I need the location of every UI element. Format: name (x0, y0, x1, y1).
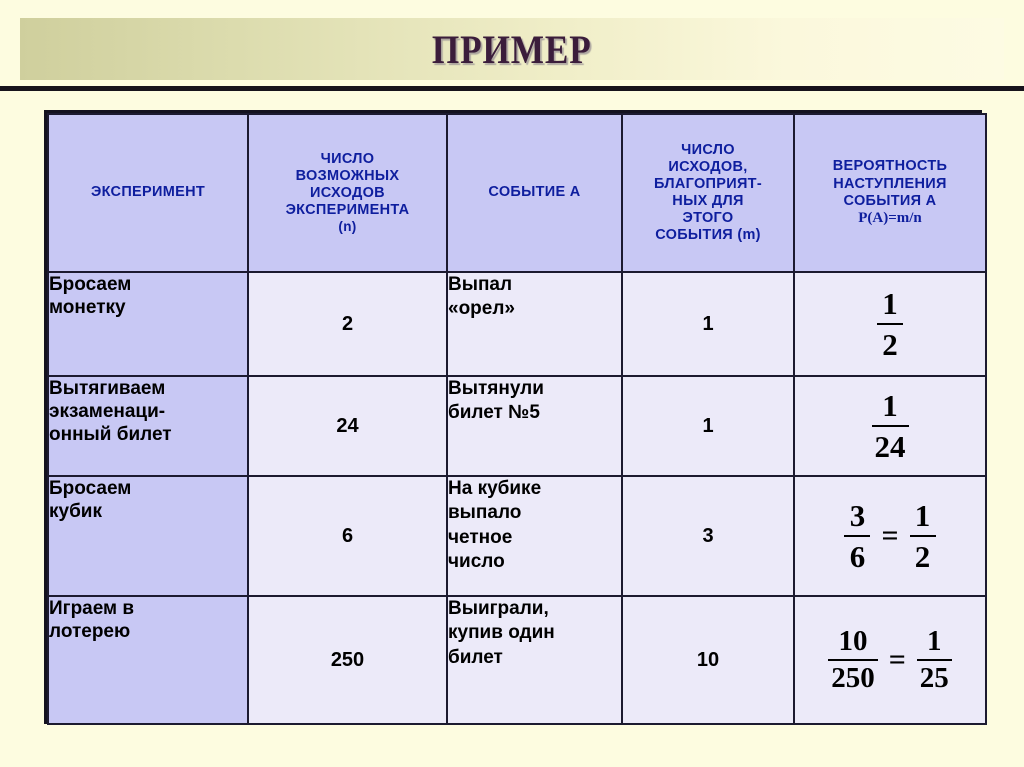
cell-event (447, 476, 622, 596)
header-outcomes-n-line-2: ИСХОДОВ (310, 185, 385, 202)
title-divider (0, 86, 1024, 91)
cell-m: 1 (622, 376, 794, 476)
cell-m: 3 (622, 476, 794, 596)
probability-table-container (44, 110, 982, 724)
text-line: выпало (448, 502, 522, 524)
text-line: Бросаем (49, 274, 132, 295)
fraction-numerator: 10 (838, 625, 868, 657)
text-line: На кубике (448, 478, 542, 499)
cell-n: 6 (248, 476, 447, 596)
table-row (48, 376, 986, 476)
cell-experiment (48, 596, 248, 724)
header-probability-formula: P(A)=m/n (858, 209, 922, 226)
fraction-denominator: 250 (831, 662, 875, 694)
fraction-denominator: 25 (919, 662, 949, 694)
text-line: число (448, 550, 505, 572)
cell-probability (794, 272, 986, 376)
text-line: Вытянули (448, 378, 544, 399)
header-outcomes-n-line-0: ЧИСЛО (320, 150, 375, 167)
probability-expression (795, 288, 985, 360)
header-probability-line-0: ВЕРОЯТНОСТЬ (832, 158, 948, 175)
page-title: ПРИМЕР (432, 26, 592, 72)
fraction-bar (910, 535, 936, 537)
title-banner (20, 18, 1004, 80)
header-probability (794, 114, 986, 272)
fraction (828, 627, 878, 693)
header-experiment-line-0: ЭКСПЕРИМЕНТ (90, 184, 205, 201)
header-outcomes-n-line-3: ЭКСПЕРИМЕНТА (285, 202, 410, 219)
fraction-denominator: 6 (849, 539, 866, 574)
header-favorable-m-line-2: БЛАГОПРИЯТ- (654, 175, 762, 192)
table-row (48, 476, 986, 596)
equals-sign: = (888, 643, 906, 676)
fraction (877, 288, 903, 360)
cell-experiment (48, 376, 248, 476)
fraction-bar (844, 535, 870, 537)
text-line: билет №5 (448, 402, 540, 424)
header-favorable-m-line-3: НЫХ ДЛЯ (672, 193, 744, 209)
fraction-bar (872, 425, 909, 427)
header-favorable-m-line-1: ИСХОДОВ, (668, 158, 748, 175)
cell-event (447, 376, 622, 476)
header-event-a-line-0: СОБЫТИЕ А (488, 184, 581, 201)
fraction-numerator: 1 (882, 286, 898, 321)
table-row (48, 272, 986, 376)
cell-probability (794, 596, 986, 724)
header-outcomes-n-symbol: (n) (338, 219, 357, 235)
fraction-bar (828, 659, 878, 661)
cell-n: 24 (248, 376, 447, 476)
cell-event (447, 596, 622, 724)
header-favorable-m (622, 114, 794, 272)
fraction-bar (877, 323, 903, 325)
fraction (910, 500, 936, 572)
cell-event (447, 272, 622, 376)
text-line: онный билет (49, 424, 172, 446)
header-probability-line-1: НАСТУПЛЕНИЯ (833, 175, 947, 192)
header-event-a (447, 114, 622, 272)
probability-expression (795, 500, 985, 572)
probability-expression (795, 627, 985, 693)
text-line: лотерею (49, 621, 131, 643)
fraction-numerator: 1 (914, 498, 931, 533)
fraction (844, 500, 870, 572)
text-line: Вытягиваем (49, 378, 166, 399)
header-favorable-m-line-5: СОБЫТИЯ (m) (655, 227, 761, 244)
cell-n: 2 (248, 272, 447, 376)
fraction-bar (917, 659, 952, 661)
table-header-row (48, 114, 986, 272)
text-line: Выпал (448, 274, 513, 295)
cell-experiment (48, 476, 248, 596)
text-line: монетку (49, 297, 126, 319)
fraction-denominator: 2 (914, 539, 931, 574)
probability-expression (795, 390, 985, 462)
table-body (48, 272, 986, 724)
cell-m: 1 (622, 272, 794, 376)
cell-n: 250 (248, 596, 447, 724)
text-line: Играем в (49, 598, 135, 619)
fraction-numerator: 1 (927, 625, 942, 657)
text-line: экзаменаци- (49, 401, 166, 423)
header-favorable-m-line-0: ЧИСЛО (681, 141, 735, 158)
header-outcomes-n (248, 114, 447, 272)
text-line: купив один (448, 622, 555, 644)
text-line: «орел» (448, 298, 515, 320)
equals-sign: = (881, 519, 899, 552)
cell-probability (794, 476, 986, 596)
text-line: кубик (49, 501, 103, 523)
fraction (872, 390, 909, 462)
text-line: билет (448, 646, 503, 668)
table-row (48, 596, 986, 724)
cell-experiment (48, 272, 248, 376)
text-line: Выиграли, (448, 598, 549, 619)
text-line: Бросаем (49, 478, 132, 499)
fraction-numerator: 3 (849, 498, 866, 533)
text-line: четное (448, 526, 513, 548)
fraction-denominator: 2 (882, 327, 898, 362)
cell-probability (794, 376, 986, 476)
cell-m: 10 (622, 596, 794, 724)
header-favorable-m-line-4: ЭТОГО (682, 210, 734, 227)
fraction (917, 627, 952, 693)
fraction-denominator: 24 (874, 429, 906, 464)
fraction-numerator: 1 (882, 388, 898, 423)
probability-table (47, 113, 987, 725)
header-outcomes-n-line-1: ВОЗМОЖНЫХ (295, 167, 400, 184)
header-experiment (48, 114, 248, 272)
header-probability-line-2: СОБЫТИЯ А (843, 192, 937, 209)
